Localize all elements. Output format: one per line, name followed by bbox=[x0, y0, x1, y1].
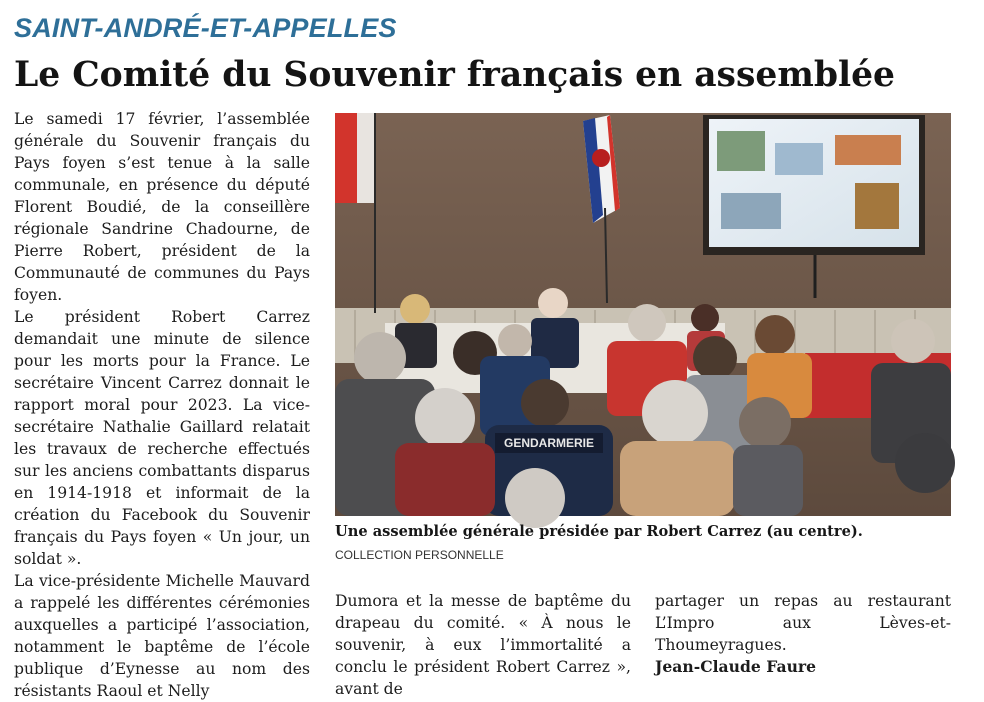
body-paragraph-1: Le samedi 17 février, l’assemblée générale du Souvenir français du Pays foyen s’est tenue à la salle communale, en présence du député Florent Boudié, de la conseillère régionale Sandrine Chadourne, de Pierre Robert, président de la Communauté de communes du Pays foyen. bbox=[14, 110, 310, 304]
article-column-1 bbox=[14, 108, 310, 700]
body-paragraph-5: partager un repas au restaurant L’Impro aux Lèves-et-Thoumeyragues. bbox=[655, 592, 951, 654]
author-signature: Jean-Claude Faure bbox=[655, 657, 817, 676]
body-paragraph-2: Le président Robert Carrez demandait une minute de silence pour les morts pour la France. Le secrétaire Vincent Carrez donnait le rapport moral pour 2023. La vice-secrétaire Nathalie Gaillard relatait les travaux de recherche effectués sur les anciens combattants disparus en 1914-1918 et informait de la création du Facebook du Souvenir français du Pays foyen « Un jour, un soldat ». bbox=[14, 308, 310, 568]
gendarmerie-jacket-label: GENDARMERIE bbox=[503, 436, 595, 450]
article-headline: Le Comité du Souvenir français en assemblée bbox=[14, 55, 895, 95]
body-paragraph-4: Dumora et la messe de baptême du drapeau du comité. « À nous le souvenir, à eux l’immortalité a conclu le président Robert Carrez », avant de bbox=[335, 592, 631, 698]
body-paragraph-3: La vice-présidente Michelle Mauvard a rappelé les différentes cérémonies auxquelles a participé l’association, notamment le baptême de l’école publique d’Eynesse au nom des résistants Raoul et Nelly bbox=[14, 572, 310, 700]
photo-credit: COLLECTION PERSONNELLE bbox=[335, 548, 504, 562]
article-kicker: SAINT-ANDRÉ-ET-APPELLES bbox=[14, 13, 397, 43]
article-photo bbox=[335, 113, 951, 516]
article-column-2 bbox=[335, 590, 631, 698]
photo-caption: Une assemblée générale présidée par Robert Carrez (au centre). bbox=[335, 523, 863, 540]
article-column-3 bbox=[655, 590, 951, 678]
